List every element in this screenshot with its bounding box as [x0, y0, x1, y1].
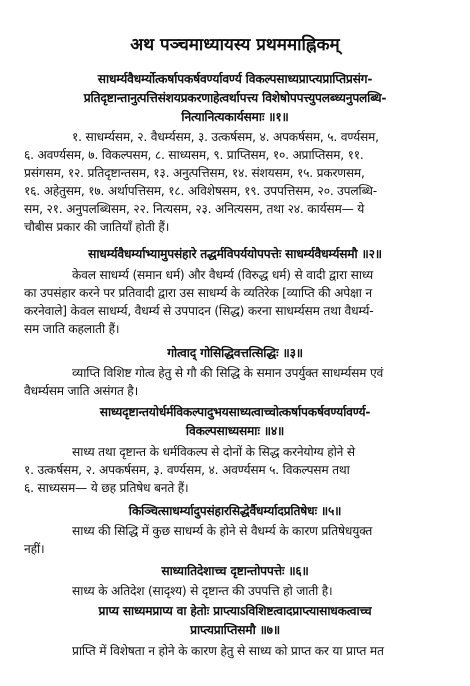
paragraph-line: साध्य के अतिदेश (सादृश्य) से दृष्टान्त की उपपत्ति हो जाती है।: [72, 584, 333, 598]
paragraph-line: १. उत्कर्षसम, २. अपकर्षसम, ३. वर्ण्यसम, ४. अवर्ण्यसम ५. विकल्पसम तथा: [24, 463, 350, 477]
sutra-5: किञ्चित्साधर्म्यादुपसंहारसिद्धेर्वैधर्म्यादप्रतिषेधः ॥५॥: [128, 504, 342, 518]
paragraph-line: १६. अहेतुसम, १७. अर्थापत्तिसम, १८. अविशेषसम, १९. उपपत्तिसम, २०. उपलब्धि-: [24, 184, 377, 198]
commentary-2: [0, 266, 470, 338]
paragraph-line: वैधर्म्यसम जाति असंगत है।: [24, 384, 139, 398]
paragraph-line: ६. साध्यसम— ये छह प्रतिषेध बनते हैं।: [24, 481, 189, 495]
sutra-1: [0, 70, 470, 127]
paragraph-line: सम जाति कहलाती हैं।: [24, 322, 120, 336]
sutra-1-line-3: नित्यानित्यकार्यसमाः ॥१॥: [181, 110, 289, 124]
paragraph-line: करनेवाले] केवल साधर्म्य, वैधर्म्य से उपपादन (सिद्ध) करना साधर्म्यसम तथा वैधर्म्य-: [24, 304, 374, 318]
paragraph-line: नहीं।: [24, 542, 45, 556]
commentary-4: [0, 443, 470, 497]
commentary-7: [0, 642, 470, 660]
sutra-4-line-2: विकल्पसाध्यसमाः ॥४॥: [185, 424, 285, 438]
sutra-7: [0, 602, 470, 640]
paragraph-line: साध्य तथा दृष्टान्त के धर्मविकल्प से दोनों के सिद्ध करनेयोग्य होने से: [72, 445, 355, 459]
sutra-1-line-2: प्रतिदृष्टान्तानुत्पत्तिसंशयप्रकरणाहेत्वर्थापत्त्य विशेषोपपत्त्युपलब्ध्यनुपलब्धि-: [83, 91, 387, 105]
paragraph-line: १. साधर्म्यसम, २. वैधर्म्यसम, ३. उत्कर्षसम, ४. अपकर्षसम, ५. वर्ण्यसम,: [72, 130, 379, 144]
commentary-6: [0, 582, 470, 600]
sutra-7-line-1: प्राप्य साध्यमप्राप्य वा हेतोः प्राप्त्याऽविशिष्टत्वादप्राप्त्यासाधकत्वाच्च: [98, 604, 372, 618]
sutra-3: गोत्वाद् गोसिद्धिवत्तत्सिद्धिः ॥३॥: [167, 346, 303, 360]
commentary-3: [0, 364, 470, 400]
paragraph-line: ६. अवर्ण्यसम, ७. विकल्पसम, ८. साध्यसम, ९. प्राप्तिसम, १०. अप्राप्तिसम, ११.: [24, 148, 364, 162]
paragraph-line: प्रसंगसम, १२. प्रतिदृष्टान्तसम, १३. अनुत्पत्तिसम, १४. संशयसम, १५. प्रकरणसम,: [24, 166, 365, 180]
chapter-heading: अथ पञ्चमाध्यायस्य प्रथममाह्निकम्: [130, 35, 340, 55]
sutra-2: साधर्म्यवैधर्म्याभ्यामुपसंहारे तद्धर्मविपर्ययोपपत्तेः साधर्म्यवैधर्म्यसमौ ॥२॥: [88, 247, 382, 261]
paragraph-line: प्राप्ति में विशेषता न होने के कारण हेतु से साध्य को प्राप्त कर या प्राप्त मत: [72, 644, 384, 658]
jati-list-paragraph: [0, 128, 470, 236]
paragraph-line: व्याप्ति विशिष्ट गोत्व हेतु से गौ की सिद्धि के समान उपर्युक्त साधर्म्यसम एवं: [72, 366, 384, 380]
sutra-4: [0, 403, 470, 441]
paragraph-line: सम, २१. अनुपलब्धिसम, २२. नित्यसम, २३. अनित्यसम, तथा २४. कार्यसम— ये: [24, 202, 365, 216]
sutra-7-line-2: प्राप्त्यप्राप्तिसमौ ॥७॥: [190, 623, 280, 637]
paragraph-line: का उपसंहार करने पर प्रतिवादी द्वारा उस साधर्म्य के व्यतिरेक [व्याप्ति की अपेक्षा न: [24, 286, 372, 300]
paragraph-line: साध्य की सिद्धि में कुछ साधर्म्य के होने से वैधर्म्य के कारण प्रतिषेधयुक्त: [72, 524, 373, 538]
paragraph-line: चौबीस प्रकार की जातियाँ होती हैं।: [24, 220, 170, 234]
commentary-5: [0, 522, 470, 558]
sutra-6: साध्यातिदेशाच्च दृष्टान्तोपपत्तेः ॥६॥: [161, 564, 309, 578]
sutra-1-line-1: साधर्म्यवैधर्म्योत्कर्षापकर्षवर्ण्यावर्ण्य विकल्पसाध्यप्राप्त्यप्राप्तिप्रसंग-: [97, 72, 373, 86]
paragraph-line: केवल साधर्म्य (समान धर्म) और वैधर्म्य (विरुद्ध धर्म) से वादी द्वारा साध्य: [72, 268, 374, 282]
sutra-4-line-1: साध्यदृष्टान्तयोर्धर्मविकल्पादुभयसाध्यत्वाच्चोत्कर्षापकर्षवर्ण्यावर्ण्य-: [99, 405, 371, 419]
